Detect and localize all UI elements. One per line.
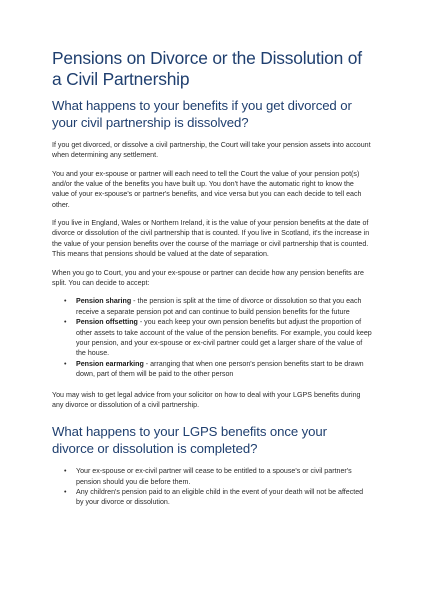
term-pension-offsetting: Pension offsetting [76, 318, 138, 327]
paragraph-settlement: If you get divorced, or dissolve a civil partnership, the Court will take your pension assets into account when determining any settlement. [52, 141, 371, 160]
description-pension-sharing: - the pension is split at the time of divorce or dissolution so that you each receive a separate pension pot and can continue to build pension benefits for the future [76, 297, 362, 316]
bullet-icon: • [64, 318, 67, 327]
list-item-pension-earmarking [64, 359, 372, 380]
list-item-pension-sharing [64, 296, 372, 317]
page-title: Pensions on Divorce or the Dissolution of a Civil Partnership [52, 48, 362, 89]
paragraph-legal-advice: You may wish to get legal advice from your solicitor on how to deal with your LGPS benefits during any divorce or dissolution of a civil partnership. [52, 390, 361, 409]
pension-options-list [52, 296, 372, 379]
paragraph-value-disclosure: You and your ex-spouse or partner will each need to tell the Court the value of your pension pot(s) and/or the value of the benefits you have built up. You don't have the automatic right to know the value of your ex-spouse's or partner's benefits, and vice versa but you can each decide to tell each other. [52, 169, 362, 209]
description-pension-earmarking: - arranging that when one person's pension benefits start to be drawn down, part of them will be paid to the other person [76, 359, 364, 379]
term-pension-sharing: Pension sharing [76, 297, 132, 306]
section-heading-after-divorce: What happens to your LGPS benefits once your divorce or dissolution is completed? [52, 424, 327, 457]
list-item-childrens-pension [64, 487, 372, 508]
text-spouse-pension: Your ex-spouse or ex-civil partner will cease to be entitled to a spouse's or civil partner's pension should you die before them. [76, 467, 352, 486]
term-pension-earmarking: Pension earmarking [76, 359, 144, 368]
paragraph-jurisdiction: If you live in England, Wales or Northern Ireland, it is the value of your pension benefits at the date of divorce or dissolution of the civil partnership that is counted. If you live in Scotland, it's the increase in the value of your pension benefits over the course of the marriage or civil partnership that is counted. This means that pensions should be valued at the date of separation. [52, 219, 370, 258]
after-divorce-list [52, 466, 372, 508]
bullet-icon: • [64, 297, 67, 306]
section-heading-benefits: What happens to your benefits if you get divorced or your civil partnership is dissolved? [52, 98, 352, 130]
list-item-pension-offsetting [64, 317, 372, 359]
bullet-icon: • [64, 487, 67, 496]
description-pension-offsetting: - you each keep your own pension benefits but adjust the proportion of other assets to take account of the value of the pension benefits. For example, you could keep your pension, and your ex-spouse or ex-civil partner could get a larger share of the value of the house. [76, 318, 372, 358]
text-childrens-pension: Any children's pension paid to an eligible child in the event of your death will not be affected by your divorce or dissolution. [76, 487, 364, 507]
bullet-icon: • [64, 467, 67, 476]
paragraph-court-options: When you go to Court, you and your ex-spouse or partner can decide how any pension benefits are split. You can decide to accept: [52, 268, 364, 287]
bullet-icon: • [64, 359, 67, 368]
list-item-spouse-pension [64, 466, 372, 487]
